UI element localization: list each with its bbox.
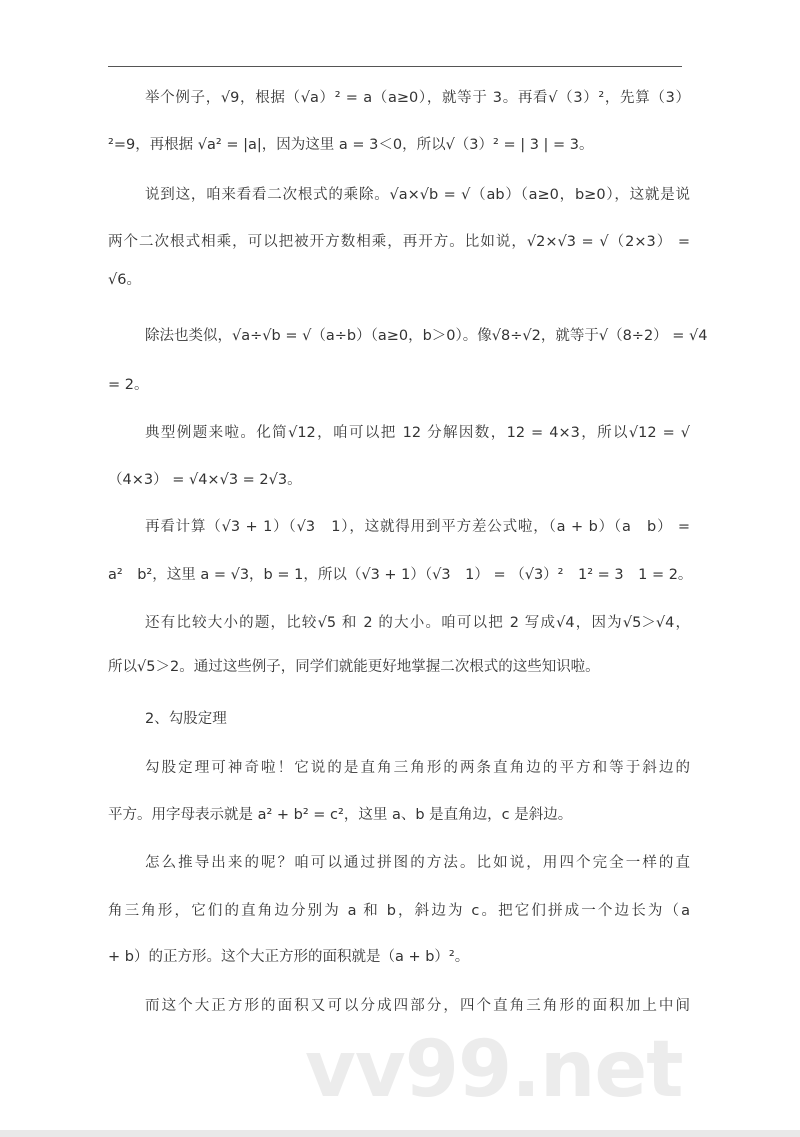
text-line: 还有比较大小的题，比较√5 和 2 的大小。咱可以把 2 写成√4，因为√5＞√4， <box>145 615 690 631</box>
text-line: + b）的正方形。这个大正方形的面积就是（a + b）²。 <box>108 949 470 965</box>
text-line: 勾股定理可神奇啦！它说的是直角三角形的两条直角边的平方和等于斜边的 <box>145 760 690 776</box>
text-line: = 2。 <box>108 377 149 393</box>
text-line: 举个例子，√9，根据（√a）² = a（a≥0），就等于 3。再看√（3）²，先算（3） <box>145 90 690 106</box>
text-line: 角三角形，它们的直角边分别为 a 和 b，斜边为 c。把它们拼成一个边长为（a <box>108 903 690 919</box>
text-line: 平方。用字母表示就是 a² + b² = c²，这里 a、b 是直角边，c 是斜边。 <box>108 807 573 823</box>
text-line: a² b²，这里 a = √3，b = 1，所以（√3 + 1）（√3 1） = （√3）² 1² = 3 1 = 2。 <box>108 567 693 583</box>
text-line: 怎么推导出来的呢？咱可以通过拼图的方法。比如说，用四个完全一样的直 <box>145 855 690 871</box>
text-line: 再看计算（√3 + 1）（√3 1），这就得用到平方差公式啦，（a + b）（a b） = <box>145 519 690 535</box>
text-line: 说到这，咱来看看二次根式的乘除。√a×√b = √（ab）（a≥0，b≥0），这就是说 <box>145 187 690 203</box>
section-heading: 2、勾股定理 <box>145 711 227 727</box>
page-bottom-edge <box>0 1130 800 1137</box>
text-line: ²=9，再根据 √a² = |a|，因为这里 a = 3＜0，所以√（3）² = | 3 | = 3。 <box>108 137 594 153</box>
text-line: 典型例题来啦。化简√12，咱可以把 12 分解因数，12 = 4×3，所以√12 = √ <box>145 425 690 441</box>
text-line: （4×3） = √4×√3 = 2√3。 <box>108 472 302 488</box>
header-rule <box>108 66 682 67</box>
watermark: vv99.net <box>305 1025 683 1115</box>
text-line: 而这个大正方形的面积又可以分成四部分，四个直角三角形的面积加上中间 <box>145 998 690 1014</box>
text-line: √6。 <box>108 272 141 288</box>
text-line: 除法也类似，√a÷√b = √（a÷b）（a≥0，b＞0）。像√8÷√2，就等于√（8÷2） = √4 <box>145 328 708 344</box>
text-line: 两个二次根式相乘，可以把被开方数相乘，再开方。比如说，√2×√3 = √（2×3） = <box>108 234 690 250</box>
text-line: 所以√5＞2。通过这些例子，同学们就能更好地掌握二次根式的这些知识啦。 <box>108 659 600 675</box>
